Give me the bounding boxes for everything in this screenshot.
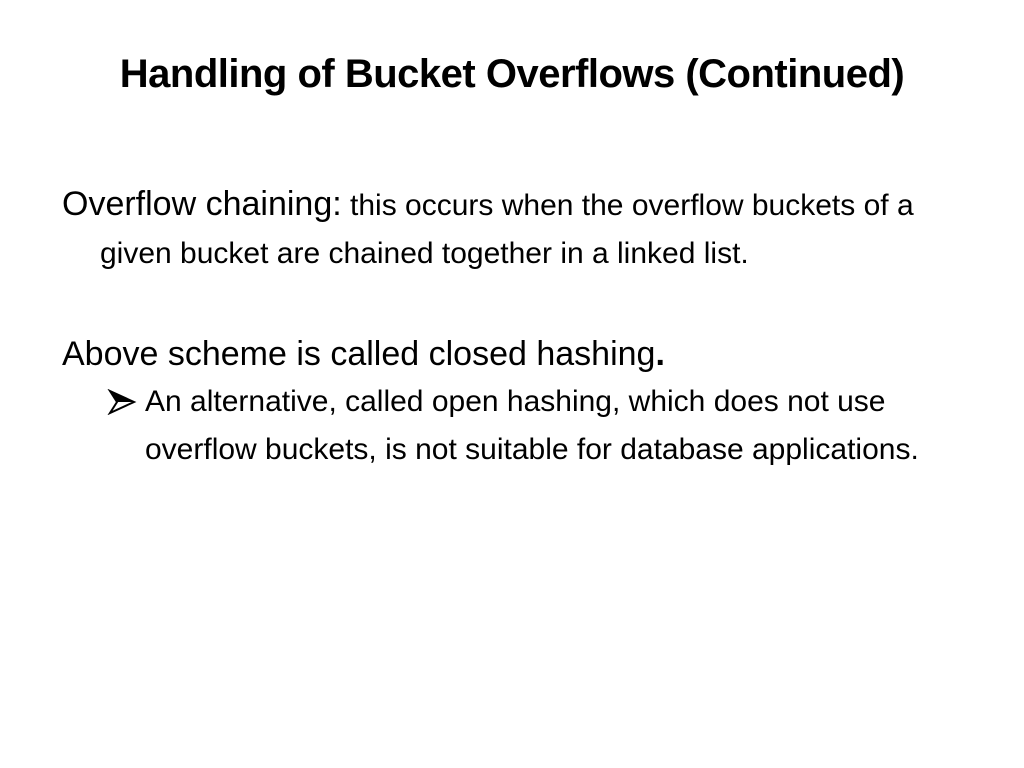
arrow-bullet-icon <box>107 378 145 426</box>
slide-body <box>62 180 962 474</box>
closed-hashing-period: . <box>655 335 665 373</box>
slide-title: Handling of Bucket Overflows (Continued) <box>119 52 905 96</box>
subbullet-open-hashing <box>107 378 962 474</box>
paragraph-closed-hashing <box>62 330 962 378</box>
closed-hashing-text: Above scheme is called closed hashing <box>62 335 656 373</box>
open-hashing-text: An alternative, called open hashing, which does not use overflow buckets, is not suitable for database applications. <box>145 385 919 466</box>
definition-text: this occurs when the overflow buckets of a given bucket are chained together in a linked list. <box>100 189 914 270</box>
paragraph-overflow-chaining <box>62 180 962 278</box>
term-overflow-chaining: Overflow chaining: <box>62 185 342 223</box>
